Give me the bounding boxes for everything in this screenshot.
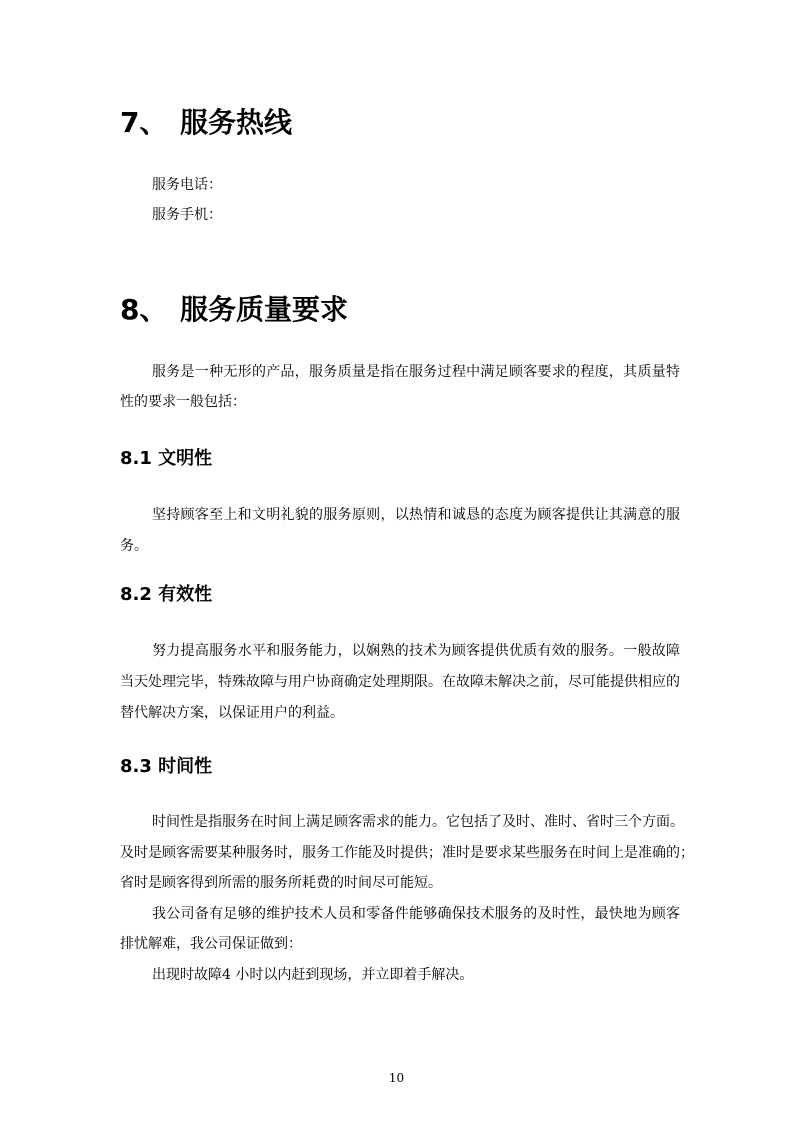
service-phone-label: 服务电话： <box>152 177 222 193</box>
paragraph-line: 替代解决方案，以保证用户的利益。 <box>120 705 344 721</box>
heading-number: 7、 <box>120 106 168 139</box>
paragraph-line: 省时是顾客得到所需的服务所耗费的时间尽可能短。 <box>120 875 442 891</box>
heading-title: 服务热线 <box>180 106 293 139</box>
heading-8-2: 8.2 有效性 <box>120 584 213 605</box>
heading-8 <box>120 292 348 328</box>
paragraph-line: 努力提高服务水平和服务能力，以娴熟的技术为顾客提供优质有效的服务。一般故障 <box>152 643 680 659</box>
paragraph-line: 时间性是指服务在时间上满足顾客需求的能力。它包括了及时、准时、省时三个方面。 <box>152 814 684 830</box>
paragraph-line: 性的要求一般包括： <box>120 394 246 410</box>
paragraph-line: 务。 <box>120 538 148 554</box>
service-mobile-label: 服务手机： <box>152 207 222 223</box>
heading-8-3: 8.3 时间性 <box>120 756 213 777</box>
page-number: 10 <box>388 1071 405 1085</box>
heading-8-1: 8.1 文明性 <box>120 448 213 469</box>
paragraph-line: 我公司备有足够的维护技术人员和零备件能够确保技术服务的及时性，最快地为顾客 <box>152 906 680 922</box>
heading-7 <box>120 105 292 141</box>
paragraph-line: 当天处理完毕，特殊故障与用户协商确定处理期限。在故障未解决之前，尽可能提供相应的 <box>120 674 680 690</box>
paragraph-line: 服务是一种无形的产品，服务质量是指在服务过程中满足顾客要求的程度，其质量特 <box>152 364 680 380</box>
paragraph-line: 出现时故障4 小时以内赶到现场，并立即着手解决。 <box>152 967 474 983</box>
paragraph-line: 及时是顾客需要某种服务时，服务工作能及时提供；准时是要求某些服务在时间上是准确的； <box>120 845 694 861</box>
heading-number: 8、 <box>120 293 168 326</box>
paragraph-line: 排忧解难，我公司保证做到： <box>120 936 302 952</box>
heading-title: 服务质量要求 <box>180 293 349 326</box>
paragraph-line: 坚持顾客至上和文明礼貌的服务原则，以热情和诚恳的态度为顾客提供让其满意的服 <box>152 507 680 523</box>
